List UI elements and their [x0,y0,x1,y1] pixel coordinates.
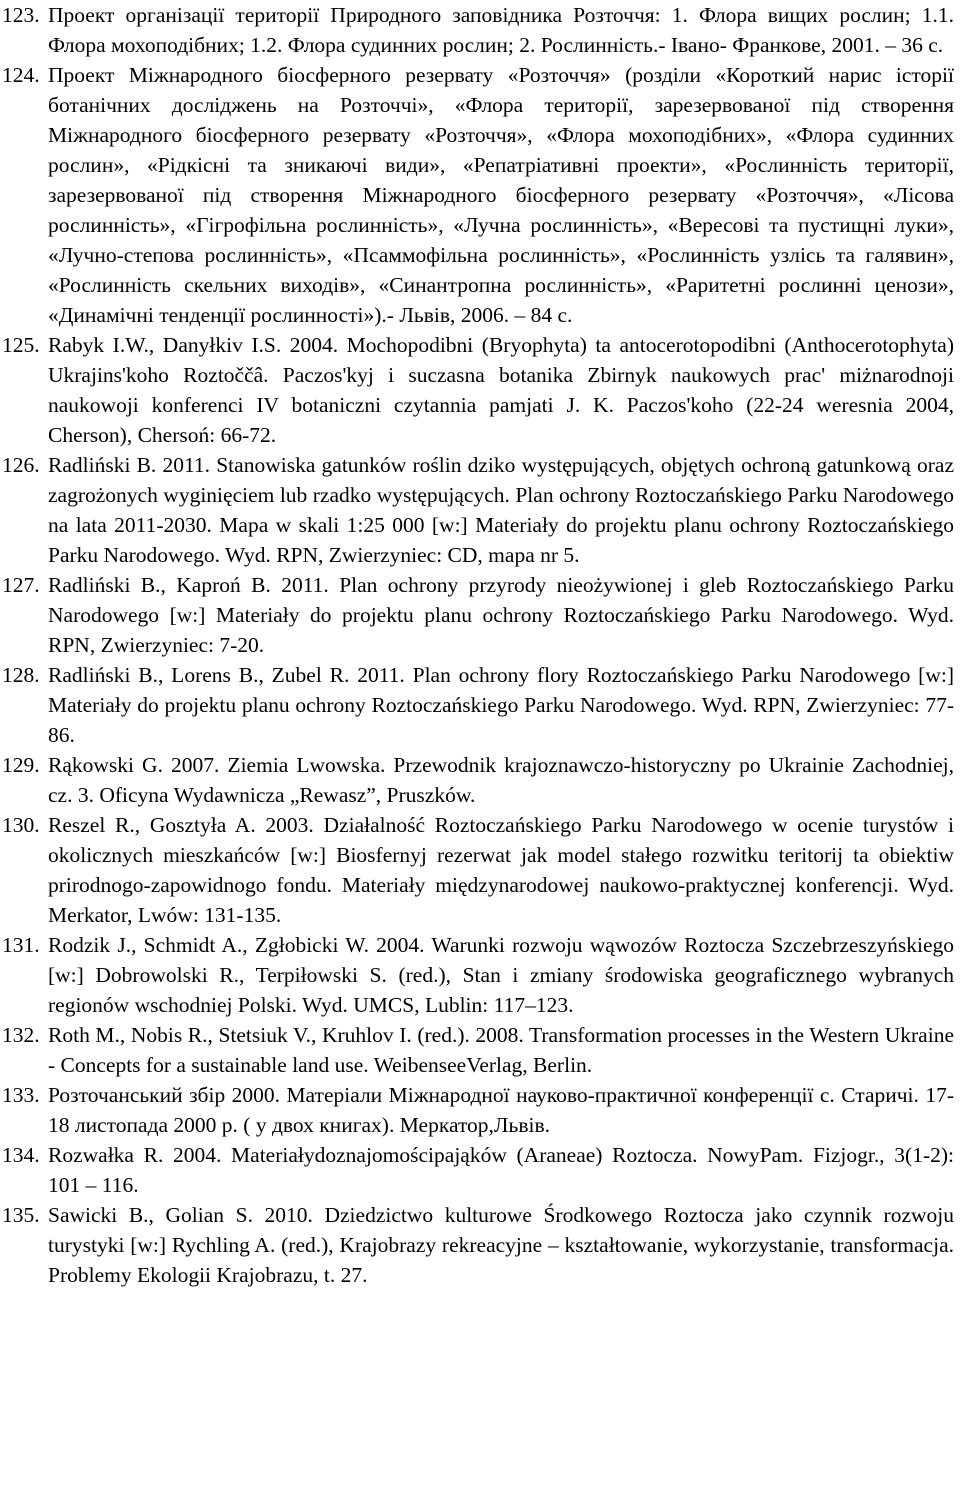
reference-text: Sawicki B., Golian S. 2010. Dziedzictwo kulturowe Środkowego Roztocza jako czynnik rozwoju turystyki [w:] Rychling A. (red.), Krajobrazy rekreacyjne – kształtowanie, wykorzystanie, transformacja. Problemy Ekologii Krajobrazu, t. 27. [48,1203,954,1287]
reference-number: 129. [2,753,40,777]
reference-number: 123. [2,3,40,27]
reference-item [0,60,960,330]
reference-text: Rabyk I.W., Danyłkiv I.S. 2004. Mochopodibni (Bryophyta) ta antocerotopodibni (Anthocerotophyta) Ukrajins'koho Roztoččâ. Paczos'kyj i suczasna botanika Zbirnyk naukowych prac' miżnarodnoji naukowoji konferenci IV botaniczni czytannia pamjati J. K. Paczos'koho (22-24 weresnia 2004, Cherson), Chersoń: 66-72. [48,333,954,447]
reference-number: 132. [2,1023,40,1047]
reference-text: Roth M., Nobis R., Stetsiuk V., Kruhlov I. (red.). 2008. Transformation processes in the Western Ukraine - Concepts for a sustainable land use. WeibenseeVerlag, Berlin. [48,1023,954,1077]
reference-item [0,1080,960,1140]
reference-number: 125. [2,333,40,357]
reference-item [0,1200,960,1290]
reference-number: 128. [2,663,40,687]
reference-text: Rąkowski G. 2007. Ziemia Lwowska. Przewodnik krajoznawczo-historyczny po Ukrainie Zachodniej, cz. 3. Oficyna Wydawnicza „Rewasz”, Pruszków. [48,753,954,807]
reference-number: 135. [2,1203,40,1227]
reference-number: 124. [2,63,40,87]
reference-text: Reszel R., Gosztyła A. 2003. Działalność Roztoczańskiego Parku Narodowego w ocenie turystów i okolicznych mieszkańców [w:] Biosfernyj rezerwat jak model stałego rozwitku teritorij ta obiektiw prirodnogo-zapowidnogo fondu. Materiały międzynarodowej naukowo-praktycznej konferencji. Wyd. Merkator, Lwów: 131-135. [48,813,954,927]
reference-item [0,450,960,570]
reference-item [0,930,960,1020]
reference-text: Radliński B., Lorens B., Zubel R. 2011. Plan ochrony flory Roztoczańskiego Parku Narodowego [w:] Materiały do projektu planu ochrony Roztoczańskiego Parku Narodowego. Wyd. RPN, Zwierzyniec: 77-86. [48,663,954,747]
reference-number: 131. [2,933,40,957]
reference-text: Проект організації території Природного заповідника Розточчя: 1. Флора вищих рослин; 1.1. Флора мохоподібних; 1.2. Флора судинних рослин; 2. Рослинність.- Івано- Франкове, 2001. – 36 с. [48,3,954,57]
reference-number: 127. [2,573,40,597]
reference-number: 133. [2,1083,40,1107]
reference-text: Розточанський збір 2000. Матеріали Міжнародної науково-практичної конференції с. Старичі. 17-18 листопада 2000 р. ( у двох книгах). Меркатор,Львів. [48,1083,954,1137]
reference-text: Radliński B. 2011. Stanowiska gatunków roślin dziko występujących, objętych ochroną gatunkową oraz zagrożonych wyginięciem lub rzadko występujących. Plan ochrony Roztoczańskiego Parku Narodowego na lata 2011-2030. Mapa w skali 1:25 000 [w:] Materiały do projektu planu ochrony Roztoczańskiego Parku Narodowego. Wyd. RPN, Zwierzyniec: CD, mapa nr 5. [48,453,954,567]
reference-item [0,570,960,660]
reference-number: 134. [2,1143,40,1167]
reference-item [0,0,960,60]
reference-item [0,750,960,810]
reference-item [0,1140,960,1200]
reference-item [0,1020,960,1080]
reference-text: Rodzik J., Schmidt A., Zgłobicki W. 2004. Warunki rozwoju wąwozów Roztocza Szczebrzeszyńskiego [w:] Dobrowolski R., Terpiłowski S. (red.), Stan i zmiany środowiska geograficznego wybranych regionów wschodniej Polski. Wyd. UMCS, Lublin: 117–123. [48,933,954,1017]
reference-number: 126. [2,453,40,477]
reference-text: Radliński B., Kaproń B. 2011. Plan ochrony przyrody nieożywionej i gleb Roztoczańskiego Parku Narodowego [w:] Materiały do projektu planu ochrony Roztoczańskiego Parku Narodowego. Wyd. RPN, Zwierzyniec: 7-20. [48,573,954,657]
reference-text: Проект Міжнародного біосферного резервату «Розточчя» (розділи «Короткий нарис історії ботанічних досліджень на Розточчі», «Флора території, зарезервованої під створення Міжнародного біосферного резервату «Розточчя», «Флора мохоподібних», «Флора судинних рослин», «Рідкісні та зникаючі види», «Репатріативні проекти», «Рослинність території, зарезервованої під створення Міжнародного біосферного резервату «Розточчя», «Лісова рослинність», «Гігрофільна рослинність», «Лучна рослинність», «Вересові та пустищні луки», «Лучно-степова рослинність», «Псаммофільна рослинність», «Рослинність узлісь та галявин», «Рослинність скельних виходів», «Синантропна рослинність», «Раритетні рослинні ценози», «Динамічні тенденції рослинності»).- Львів, 2006. – 84 с. [48,63,954,327]
reference-number: 130. [2,813,40,837]
reference-item [0,330,960,450]
reference-text: Rozwałka R. 2004. Materiałydoznajomościpająków (Araneae) Roztocza. NowyPam. Fizjogr., 3(1-2): 101 – 116. [48,1143,954,1197]
reference-item [0,810,960,930]
reference-item [0,660,960,750]
